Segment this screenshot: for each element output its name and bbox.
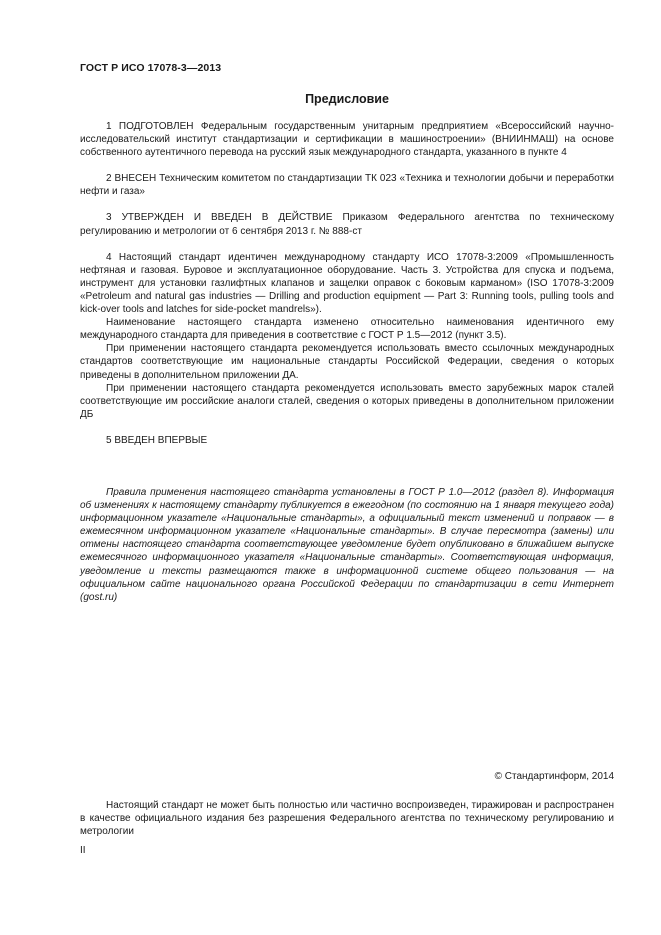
page-title: Предисловие — [305, 92, 389, 106]
paragraph-1-prepared: 1 ПОДГОТОВЛЕН Федеральным государственным унитарным предприятием «Всероссийский научно-исследовательский институт стандартизации и сертификации в машиностроении» (ВНИИНМАШ) на основе собственного аутентичного перевода на русский язык международного стандарта, указанного в пункте 4 — [80, 121, 614, 159]
application-rules-note: Правила применения настоящего стандарта установлены в ГОСТ Р 1.0—2012 (раздел 8). Информация об изменениях к настоящему стандарту публикуется в ежегодном (по состоянию на 1 января текущего года) информационном указателе «Национальные стандарты», а официальный текст изменений и поправок — в ежемесячном информационном указателе «Национальные стандарты». В случае пересмотра (замены) или отмены настоящего стандарта соответствующее уведомление будет опубликовано в ближайшем выпуске ежемесячного информационного указателя «Национальные стандарты». Соответствующая информация, уведомление и тексты размещаются также в информационной системе общего пользования — на официальном сайте национального органа Российской Федерации по стандартизации в сети Интернет (gost.ru) — [80, 486, 614, 603]
copyright-line: © Стандартинформ, 2014 — [494, 771, 614, 782]
paragraph-4-steels: При применении настоящего стандарта рекомендуется использовать вместо зарубежных марок сталей соответствующие им российские аналоги сталей, сведения о которых приведены в дополнительном приложении ДБ — [80, 382, 614, 420]
page-number: II — [80, 845, 86, 856]
reproduction-notice: Настоящий стандарт не может быть полностью или частично воспроизведен, тиражирован и распространен в качестве официального издания без разрешения Федерального агентства по техническому регулированию и метрологии — [80, 800, 614, 838]
paragraph-3-approved: 3 УТВЕРЖДЕН И ВВЕДЕН В ДЕЙСТВИЕ Приказом Федерального агентства по техническому регулированию и метрологии от 6 сентября 2013 г. № 888-ст — [80, 212, 614, 237]
paragraph-4-identical: 4 Настоящий стандарт идентичен международному стандарту ИСО 17078-3:2009 «Промышленность нефтяная и газовая. Буровое и эксплуатационное оборудование. Часть 3. Устройства для спуска и подъема, инструмент для установки газлифтных клапанов и защелки оправок с боковым карманом» (ISO 17078-3:2009 «Petroleum and natural gas industries — Drilling and production equipment — Part 3: Running tools, pulling tools and kick-over tools and latches for side-pocket mandrels»). — [80, 251, 614, 316]
paragraph-4-name-change: Наименование настоящего стандарта изменено относительно наименования идентичного ему международного стандарта для приведения в соответствие с ГОСТ Р 1.5—2012 (пункт 3.5). — [80, 317, 614, 342]
paragraph-5-introduced: 5 ВВЕДЕН ВПЕРВЫЕ — [106, 434, 208, 446]
paragraph-2-submitted: 2 ВНЕСЕН Техническим комитетом по стандартизации ТК 023 «Техника и технологии добычи и переработки нефти и газа» — [80, 173, 614, 198]
document-code-header: ГОСТ Р ИСО 17078-3—2013 — [80, 62, 222, 74]
paragraph-4-references: При применении настоящего стандарта рекомендуется использовать вместо ссылочных международных стандартов соответствующие им национальные стандарты Российской Федерации, сведения о которых приведены в дополнительном приложении ДА. — [80, 343, 614, 381]
foreword-body — [80, 120, 614, 604]
